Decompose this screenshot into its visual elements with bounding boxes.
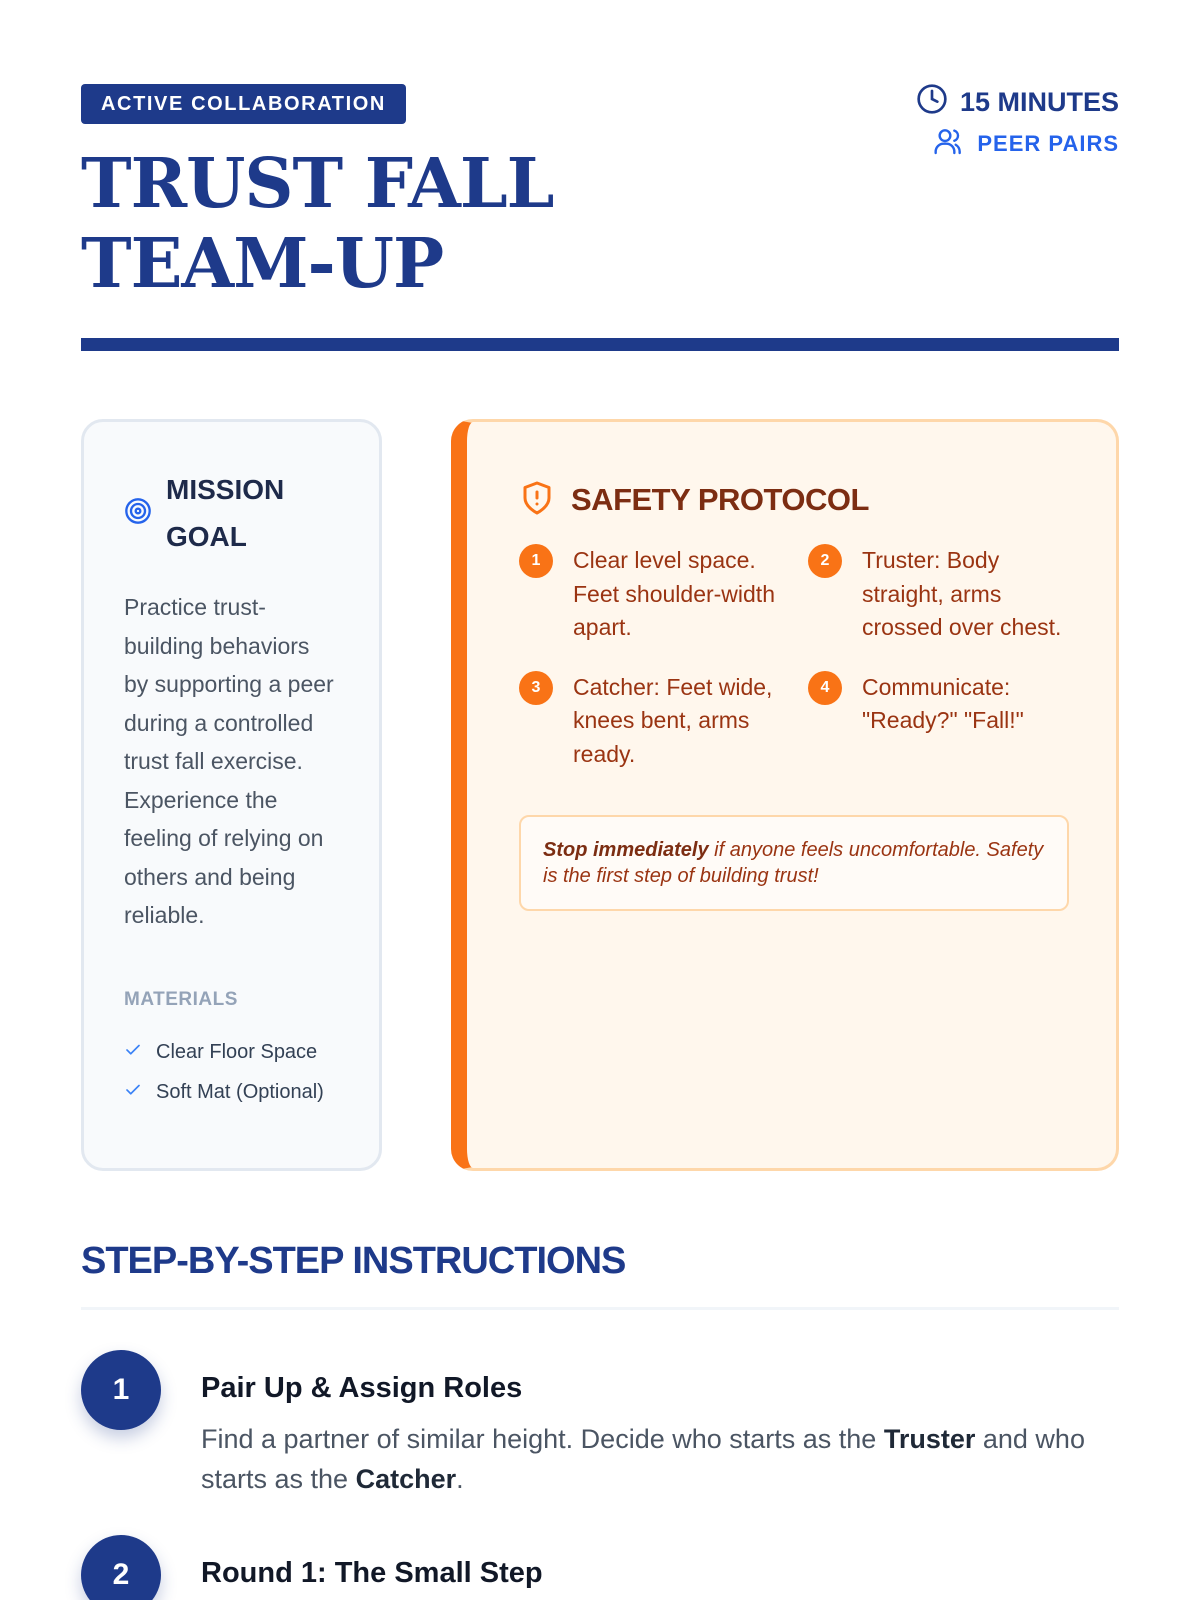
step-desc-catcher: Catcher [355, 1464, 457, 1494]
step-description [201, 1419, 1119, 1499]
safety-rules [519, 544, 1062, 771]
safety-rule [808, 544, 1068, 645]
safety-rule [519, 671, 808, 772]
check-icon [124, 1041, 142, 1065]
instructions-divider [81, 1307, 1119, 1310]
step-item [81, 1535, 1119, 1600]
material-item [124, 1033, 339, 1073]
mission-card [81, 419, 382, 1171]
safety-note-emphasis: Stop immediately [543, 839, 709, 861]
safety-card [451, 419, 1119, 1171]
safety-title: SAFETY PROTOCOL [571, 482, 869, 517]
safety-rule [519, 544, 808, 645]
mission-header [124, 466, 339, 560]
step-desc-part: and who starts as the [201, 1424, 1085, 1494]
duration-text: 15 MINUTES [959, 86, 1119, 117]
material-item [124, 1073, 339, 1113]
material-label: Soft Mat (Optional) [156, 1081, 324, 1103]
step-item [81, 1350, 1119, 1499]
mission-title: MISSION GOAL [166, 474, 285, 552]
safety-rule [808, 671, 1068, 772]
materials-label: MATERIALS [124, 988, 238, 1010]
info-panels [81, 419, 1119, 1171]
step-desc-part: . [456, 1464, 464, 1494]
duration-row [916, 84, 1119, 120]
target-icon [124, 497, 152, 530]
rule-text: Clear level space. Feet shoulder-width apart. [573, 547, 775, 640]
step-number: 1 [81, 1350, 161, 1430]
materials-list [124, 1033, 339, 1113]
rule-number: 3 [519, 671, 553, 705]
title-line-1: TRUST FALL [81, 144, 554, 224]
clock-icon [916, 83, 948, 122]
grouping-row [916, 128, 1119, 160]
step-title: Pair Up & Assign Roles [201, 1372, 523, 1404]
step-title: Round 1: The Small Step [201, 1557, 543, 1589]
safety-header [519, 478, 1062, 522]
category-badge: ACTIVE COLLABORATION [81, 84, 406, 124]
grouping-text: PEER PAIRS [977, 131, 1119, 156]
instructions-section [81, 1240, 1119, 1600]
material-label: Clear Floor Space [156, 1041, 318, 1063]
header-divider [81, 338, 1119, 351]
title-line-2: TEAM-UP [81, 224, 444, 304]
instructions-title: STEP-BY-STEP INSTRUCTIONS [81, 1240, 626, 1282]
rule-text: Communicate: "Ready?" "Fall!" [862, 673, 1024, 733]
step-desc-truster: Truster [883, 1424, 976, 1454]
check-icon [124, 1081, 142, 1105]
rule-text: Catcher: Feet wide, knees bent, arms ready. [573, 673, 773, 767]
mission-description: Practice trust-building behaviors by supporting a peer during a controlled trust fall exercise. Experience the feeling of relying on others and being reliable. [124, 594, 334, 928]
activity-meta [916, 84, 1119, 160]
rule-number: 1 [519, 544, 553, 578]
safety-note [519, 815, 1069, 911]
shield-alert-icon [519, 480, 555, 521]
step-number: 2 [81, 1535, 161, 1600]
safety-note-text: if anyone feels uncomfortable. Safety is the first step of building trust! [543, 839, 1044, 887]
rule-number: 2 [808, 544, 842, 578]
step-desc-part: Find a partner of similar height. Decide who starts as the [201, 1424, 884, 1454]
rule-text: Truster: Body straight, arms crossed over chest. [862, 547, 1062, 640]
header [81, 0, 1119, 352]
rule-number: 4 [808, 671, 842, 705]
page-title [81, 144, 1119, 304]
users-icon [933, 125, 965, 163]
